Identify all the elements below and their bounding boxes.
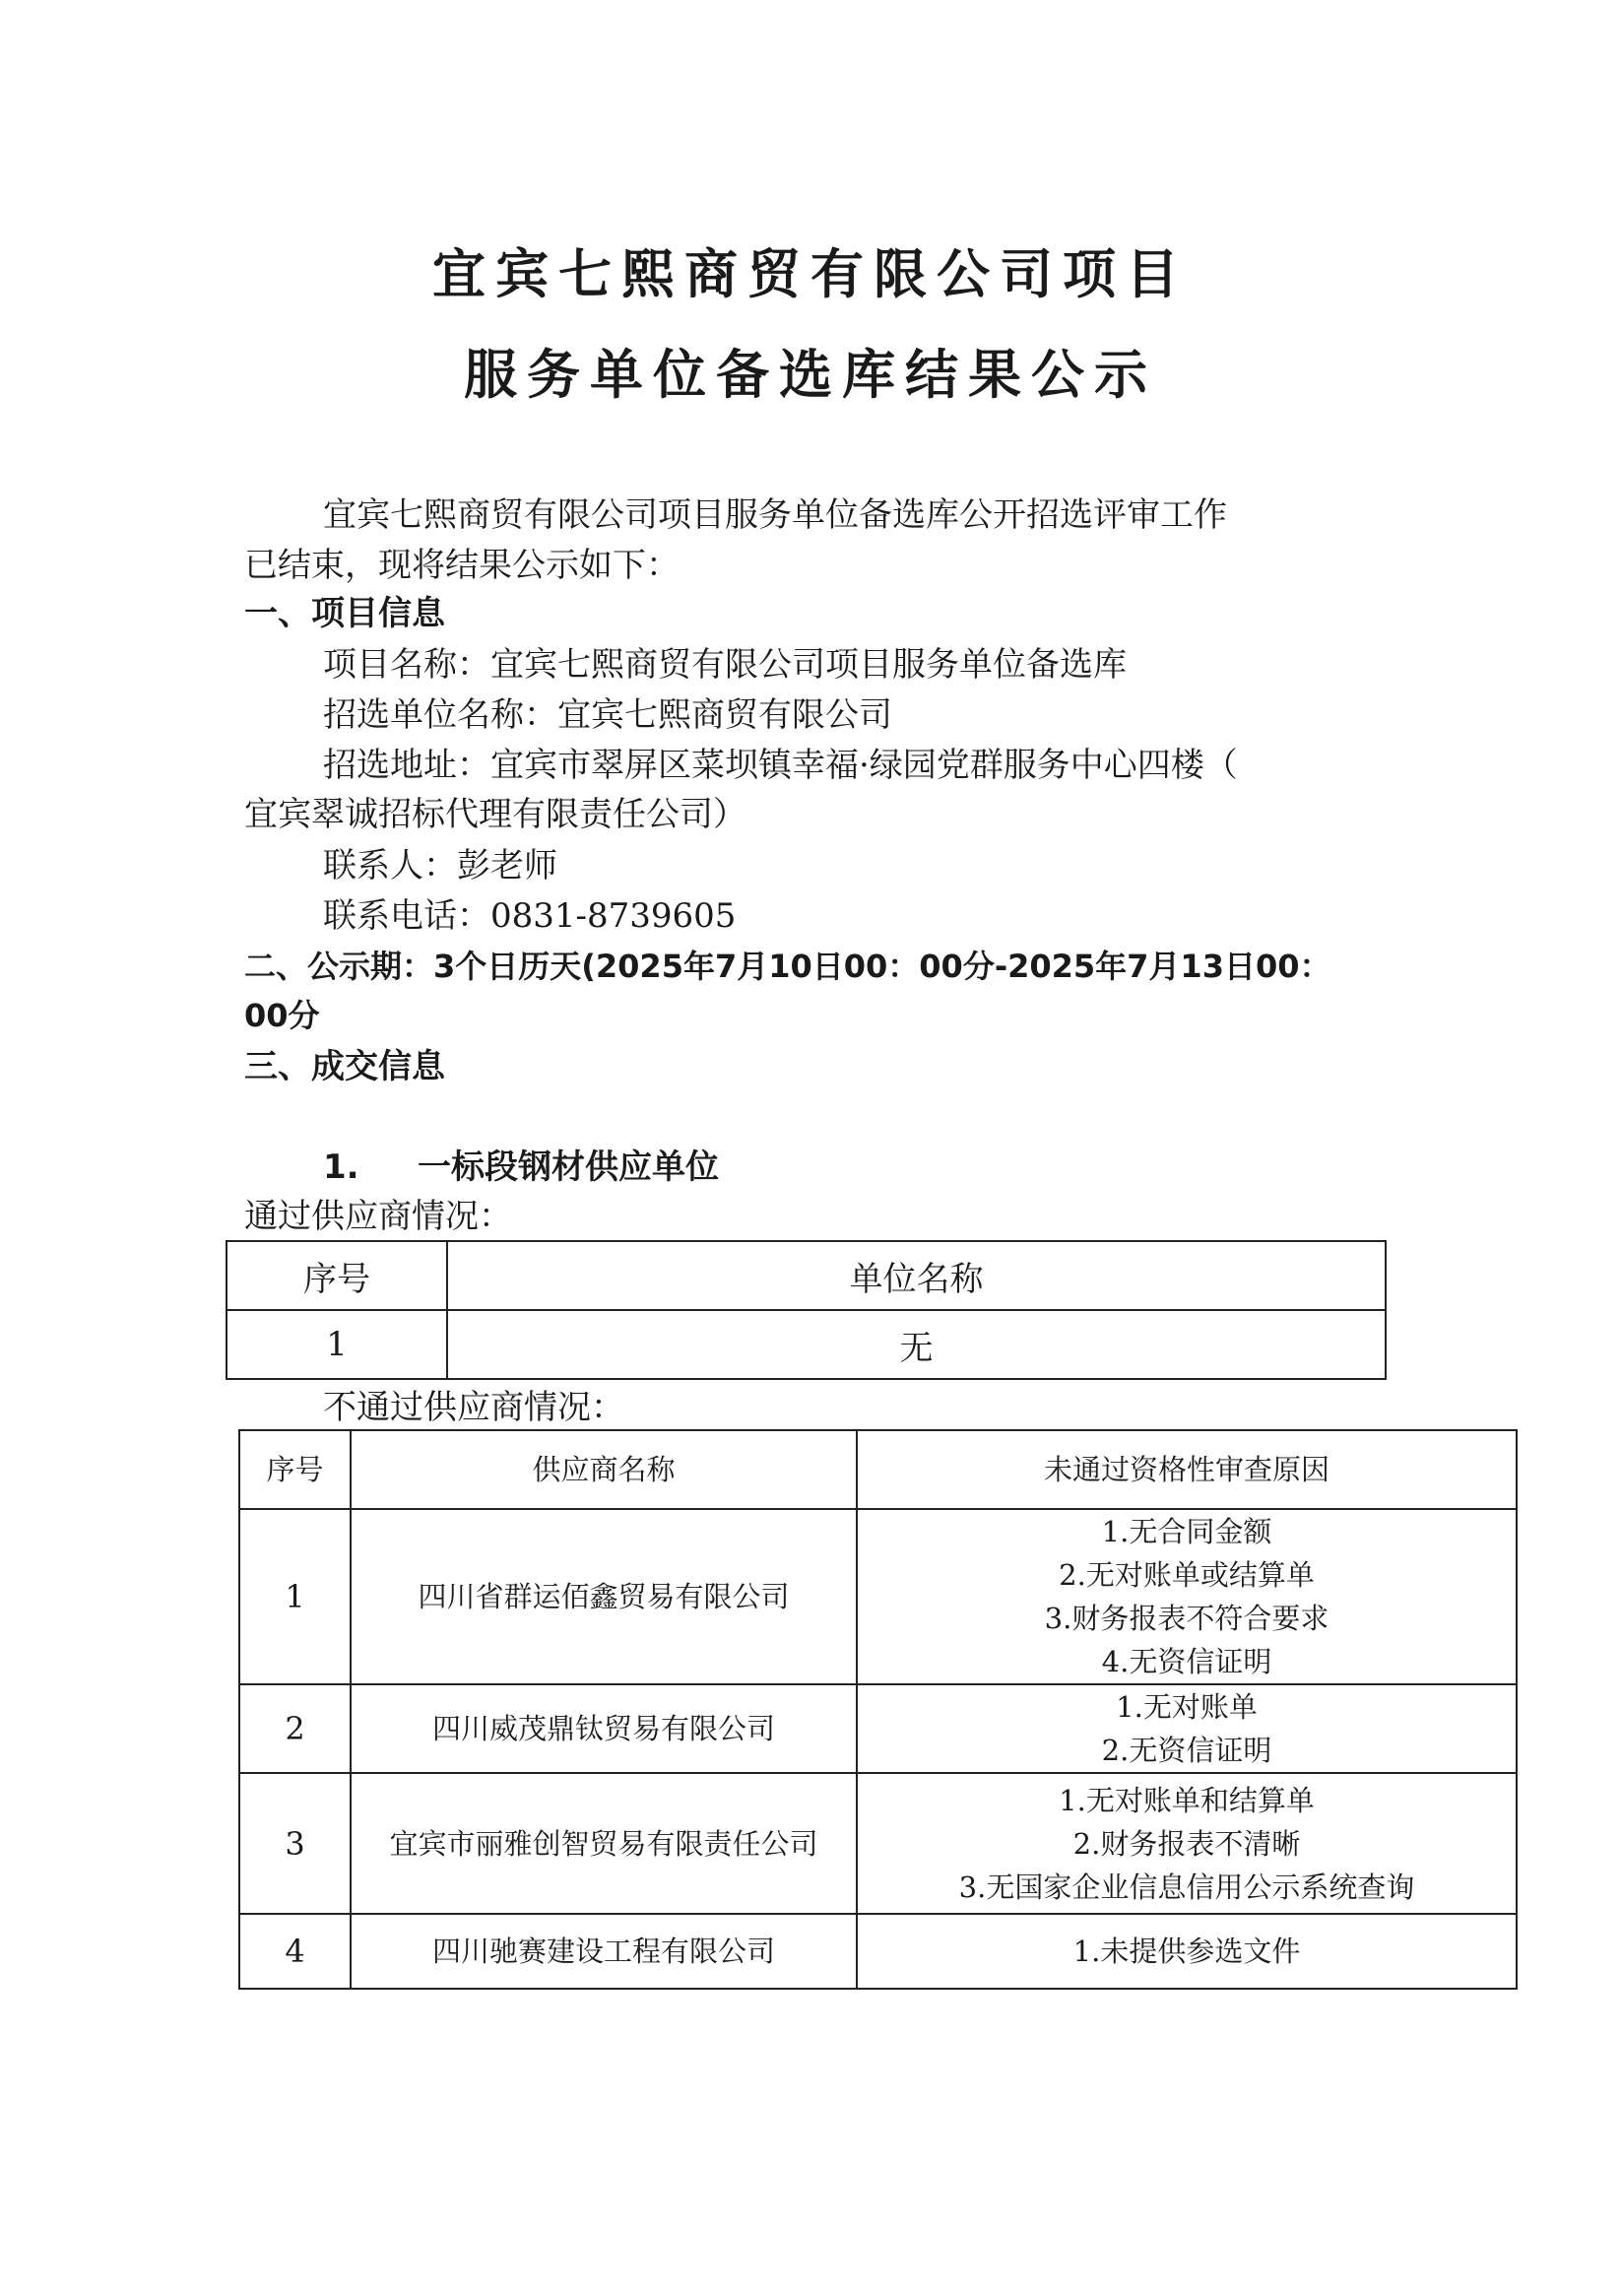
reason-item: 1.无合同金额	[1101, 1515, 1272, 1548]
cell-no: 2	[239, 1684, 351, 1773]
reason-item: 1.无对账单和结算单	[1059, 1783, 1315, 1817]
document-title-line2: 服务单位备选库结果公示	[464, 344, 1157, 406]
intro-line2: 已结束，现将结果公示如下：	[244, 546, 680, 585]
table-header-row	[239, 1430, 1517, 1509]
cell-no: 3	[239, 1773, 351, 1914]
reason-item: 1.无对账单	[1116, 1690, 1258, 1724]
reason-item: 4.无资信证明	[1101, 1645, 1272, 1678]
column-header-supplier-name: 供应商名称	[351, 1430, 857, 1509]
reason-item: 2.无资信证明	[1101, 1734, 1272, 1767]
reason-item: 1.未提供参选文件	[1072, 1935, 1301, 1968]
publicity-period-line1: 二、公示期：3个日历天(2025年7月10日00：00分-2025年7月13日00：	[244, 948, 1331, 985]
cell-supplier-name: 四川驰赛建设工程有限公司	[351, 1914, 857, 1989]
unit-name: 招选单位名称：宜宾七熙商贸有限公司	[323, 695, 892, 735]
column-header-reason: 未通过资格性审查原因	[857, 1430, 1517, 1509]
reason-item: 3.财务报表不符合要求	[1044, 1602, 1329, 1635]
passed-suppliers-label: 通过供应商情况：	[244, 1197, 512, 1236]
column-header-no: 序号	[239, 1430, 351, 1509]
cell-unit-name: 无	[447, 1310, 1386, 1379]
table-row	[239, 1509, 1517, 1684]
project-name: 项目名称：宜宾七熙商贸有限公司项目服务单位备选库	[323, 645, 1127, 685]
cell-reasons	[857, 1914, 1517, 1989]
publicity-period-line2: 00分	[244, 997, 320, 1034]
lot-title: 一标段钢材供应单位	[418, 1148, 719, 1187]
cell-reasons	[857, 1684, 1517, 1773]
table-row	[239, 1684, 1517, 1773]
cell-reasons	[857, 1773, 1517, 1914]
intro-line1: 宜宾七熙商贸有限公司项目服务单位备选库公开招选评审工作	[323, 495, 1227, 535]
document-title-line1: 宜宾七熙商贸有限公司项目	[432, 243, 1189, 305]
reason-item: 2.财务报表不清晰	[1072, 1826, 1301, 1861]
passed-suppliers-table	[226, 1240, 1387, 1380]
contact-phone: 联系电话：0831-8739605	[323, 896, 737, 936]
failed-suppliers-table	[238, 1429, 1518, 1990]
lot-number: 1.	[323, 1148, 359, 1187]
table-row	[239, 1914, 1517, 1989]
section3-heading: 三、成交信息	[244, 1047, 445, 1086]
cell-no: 1	[239, 1509, 351, 1684]
cell-no: 1	[227, 1310, 447, 1379]
address-line1: 招选地址：宜宾市翠屏区菜坝镇幸福·绿园党群服务中心四楼（	[323, 746, 1238, 785]
cell-supplier-name: 四川威茂鼎钛贸易有限公司	[351, 1684, 857, 1773]
address-line2: 宜宾翠诚招标代理有限责任公司）	[244, 795, 746, 834]
table-row	[239, 1773, 1517, 1914]
cell-reasons	[857, 1509, 1517, 1684]
cell-no: 4	[239, 1914, 351, 1989]
reason-item: 3.无国家企业信息信用公示系统查询	[958, 1870, 1415, 1904]
table-header-row	[227, 1241, 1386, 1310]
contact-person: 联系人：彭老师	[323, 846, 557, 886]
cell-supplier-name: 宜宾市丽雅创智贸易有限责任公司	[351, 1773, 857, 1914]
failed-suppliers-label: 不通过供应商情况：	[323, 1388, 624, 1427]
reason-item: 2.无对账单或结算单	[1059, 1558, 1315, 1592]
column-header-unit-name: 单位名称	[447, 1241, 1386, 1310]
cell-supplier-name: 四川省群运佰鑫贸易有限公司	[351, 1509, 857, 1684]
table-row	[227, 1310, 1386, 1379]
section1-heading: 一、项目信息	[244, 594, 445, 633]
column-header-no: 序号	[227, 1241, 447, 1310]
